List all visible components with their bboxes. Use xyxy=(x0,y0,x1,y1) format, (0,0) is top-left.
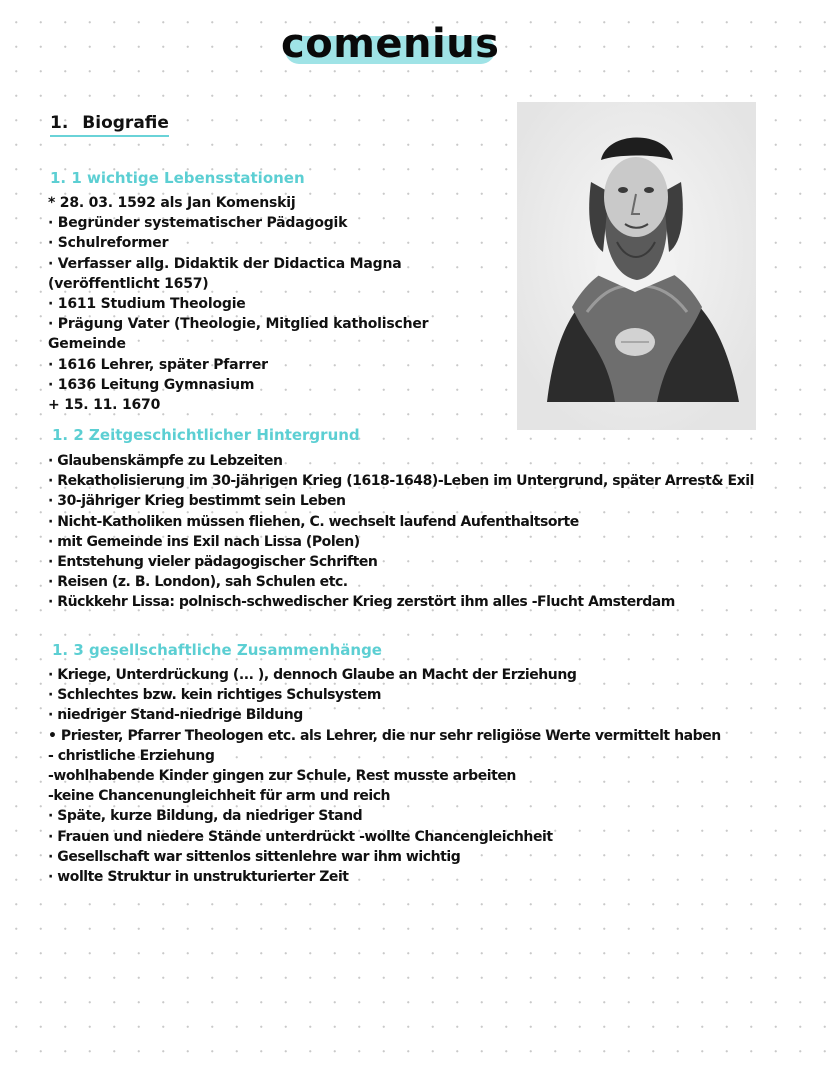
list-zeitgeschichte xyxy=(48,451,754,613)
list-item: · 1611 Studium Theologie xyxy=(48,296,246,313)
list-item: · Frauen und niedere Stände unterdrückt -wollte Chancengleichheit xyxy=(48,828,553,845)
comenius-portrait xyxy=(517,102,756,430)
list-item: · Begründer systematischer Pädagogik xyxy=(48,215,348,232)
list-item: · Nicht-Katholiken müssen fliehen, C. wechselt laufend Aufenthaltsorte xyxy=(48,513,579,530)
page-title-block xyxy=(281,22,499,66)
list-item: -wohlhabende Kinder gingen zur Schule, Rest musste arbeiten xyxy=(48,768,516,785)
list-item: · Späte, kurze Bildung, da niedriger Stand xyxy=(48,808,363,825)
list-item: · Prägung Vater (Theologie, Mitglied katholischer xyxy=(48,316,429,333)
list-item: · 1616 Lehrer, später Pfarrer xyxy=(48,356,268,373)
list-item: • Priester, Pfarrer Theologen etc. als Lehrer, die nur sehr religiöse Werte vermittelt haben xyxy=(48,727,721,744)
list-item: * 28. 03. 1592 als Jan Komenskij xyxy=(48,195,296,211)
list-item: · niedriger Stand-niedrige Bildung xyxy=(48,707,303,724)
list-item: (veröffentlicht 1657) xyxy=(48,275,209,292)
list-item: · Entstehung vieler pädagogischer Schriften xyxy=(48,554,378,571)
list-item: · Kriege, Unterdrückung (... ), dennoch Glaube an Macht der Erziehung xyxy=(48,667,577,683)
list-item: · Glaubenskämpfe zu Lebzeiten xyxy=(48,453,283,469)
subheading-gesellschaft: 1. 3 gesellschaftliche Zusammenhänge xyxy=(52,641,382,659)
list-item: · 1636 Leitung Gymnasium xyxy=(48,376,255,393)
list-item: Gemeinde xyxy=(48,336,126,353)
section-heading-biografie xyxy=(50,112,169,137)
subheading-lebensstationen: 1. 1 wichtige Lebensstationen xyxy=(50,169,305,187)
page-title: comenius xyxy=(281,21,500,67)
list-item: · 30-jähriger Krieg bestimmt sein Leben xyxy=(48,493,346,510)
list-item: · Reisen (z. B. London), sah Schulen etc. xyxy=(48,574,348,591)
list-gesellschaft xyxy=(48,665,721,887)
portrait-drawing xyxy=(517,102,756,430)
list-item: - christliche Erziehung xyxy=(48,747,215,764)
section-label: Biografie xyxy=(82,113,169,133)
list-lebensstationen xyxy=(48,193,428,415)
list-item: -keine Chancenungleichheit für arm und reich xyxy=(48,788,391,805)
list-item: · Verfasser allg. Didaktik der Didactica Magna xyxy=(48,255,402,272)
list-item: · Schlechtes bzw. kein richtiges Schulsystem xyxy=(48,687,382,704)
section-number: 1. xyxy=(50,113,69,133)
list-item: · wollte Struktur in unstrukturierter Zeit xyxy=(48,869,349,886)
list-item: · Rückkehr Lissa: polnisch-schwedischer Krieg zerstört ihm alles -Flucht Amsterdam xyxy=(48,594,675,611)
list-item: · Gesellschaft war sittenlos sittenlehre war ihm wichtig xyxy=(48,848,461,865)
list-item: · Schulreformer xyxy=(48,235,169,252)
list-item: · mit Gemeinde ins Exil nach Lissa (Polen) xyxy=(48,533,360,550)
subheading-zeitgeschichte: 1. 2 Zeitgeschichtlicher Hintergrund xyxy=(52,426,360,444)
list-item: · Rekatholisierung im 30-jährigen Krieg (1618-1648)-Leben im Untergrund, später Arrest& Exil xyxy=(48,473,754,490)
list-item: + 15. 11. 1670 xyxy=(48,397,161,414)
